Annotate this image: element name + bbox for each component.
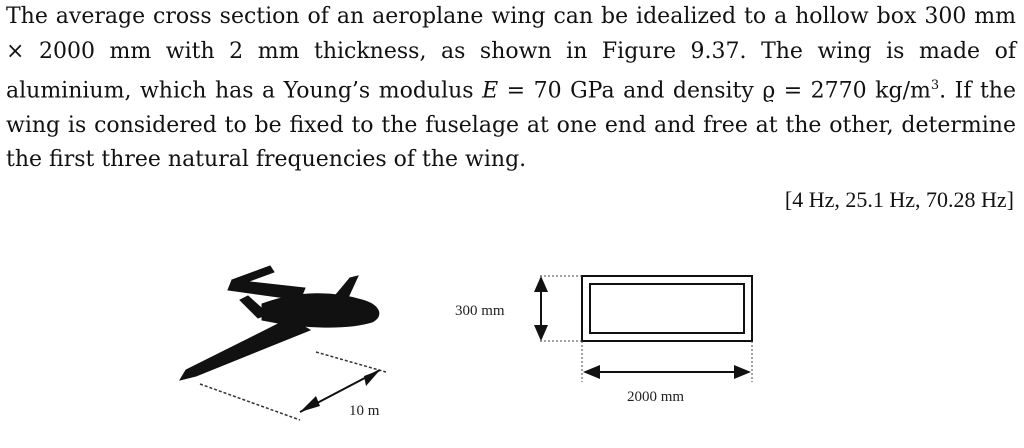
width-label: 2000 mm — [627, 389, 685, 405]
problem-text-part3: = 2770 kg/m — [775, 78, 931, 104]
density-symbol: ϱ — [762, 78, 776, 104]
height-label: 300 mm — [455, 303, 505, 319]
cross-section-box — [582, 276, 752, 341]
wing-length-label: 10 m — [349, 403, 380, 419]
modulus-symbol: E — [482, 78, 499, 104]
height-dimension — [534, 276, 582, 341]
problem-text-part4: . If the wing is considered to be fixed to the fuselage at one end and free at the other, determine the first three natural frequencies of the wing. — [6, 78, 1016, 173]
problem-text-part2: = 70 GPa and density — [498, 78, 763, 104]
width-dimension — [582, 341, 752, 382]
problem-text-part1: The average cross section of an aeroplane wing can be idealized to a hollow box 300 mm × 2000 mm with 2 mm thickness, as shown in Figure 9.37. The wing is made of aluminium, which has a Young’s modulus — [6, 4, 1016, 104]
airplane-icon — [180, 266, 379, 380]
answer-values: [4 Hz, 25.1 Hz, 70.28 Hz] — [784, 187, 1014, 212]
cube-exponent: 3 — [930, 78, 940, 93]
